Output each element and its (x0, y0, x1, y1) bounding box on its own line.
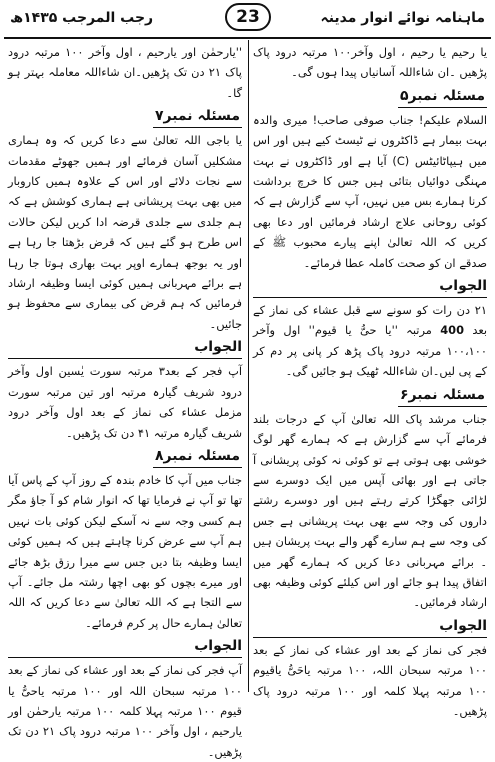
right-column (253, 42, 488, 718)
column-divider (248, 40, 249, 692)
section-heading (253, 384, 487, 407)
paragraph-text: ۲۱ دن رات کو سونے سے قبل عشاء کی نماز کے بعد (253, 303, 488, 338)
paragraph: جناب میں آپ کا خادم بندہ کے روز آپ کے پاس آیا تھا تو آپ نے فرمایا تھا کہ انوار شام کو آ جاؤ مگر ہم کسی وجہ سے نہ آسکے لیکن کوئی بات نہیں ہم آپ سے عرض کرنا چاہتے ہیں کہ ہمیں کوئی ایسا وظیفہ بتا دیں جس سے میرا رزق بڑھ جائے اور میرے بچوں کو بھی اچھا رشتہ مل جائے۔ آپ سے التجا ہے کہ اللہ تعالیٰ سے دعا کریں کہ اللہ تعالیٰ ہمارے حال پر کرم فرمائے۔ (8, 472, 242, 630)
paragraph-text: مرتبہ ''یا حیُّ یا قیوم'' اول وآخر ۱۰۰،۱۰۰ مرتبہ درود پاک پڑھ کر پانی پر دم کر کے پی لیں۔ان شاءاللہ ٹھیک ہو جائیں گی۔ (253, 323, 487, 379)
issue-date: رجب المرجب ۱۴۳۵ھ (10, 10, 154, 26)
paragraph: یا رحیم یا رحیم ، اول وآخر۱۰۰ مرتبہ درود پاک پڑھیں ۔ان شاءاللہ آسانیاں پیدا ہوں گی۔ (253, 45, 487, 80)
highlighted-number: 400 (440, 323, 464, 338)
paragraph: فجر کی نماز کے بعد اور عشاء کی نماز کے بعد ۱۰۰ مرتبہ سبحان اللہ، ۱۰۰ مرتبہ یاحَیُّ یاقیوم ۱۰۰ مرتبہ پہلا کلمہ اور ۱۰۰ مرتبہ درود پاک پڑھیں۔ (253, 642, 488, 718)
heading-label: مسئلہ نمبر۷ (153, 105, 242, 128)
paragraph: آپ فجر کی نماز کے بعد اور عشاء کی نماز کے بعد ۱۰۰ مرتبہ سبحان اللہ اور ۱۰۰ مرتبہ یاحیُّ یا قیوم ۱۰۰ مرتبہ پہلا کلمہ ۱۰۰ مرتبہ یارحمٰن اور یارحیم ، اول وآخر ۱۰۰ مرتبہ درود پاک ۲۱ دن تک پڑھیں۔ (8, 663, 242, 759)
paragraph (253, 300, 487, 382)
paragraph: السلام علیکم! جناب صوفی صاحب! میری والدہ بہت بیمار ہے ڈاکٹروں نے ٹیسٹ کیے ہیں اور اس میں ہیپاٹائیٹس (C) آیا ہے اور ڈاکٹروں نے بہت مہنگی دوائیاں بتائی ہیں جس کا خرچ برداشت کرنا ہمارے بس میں نہیں، آپ سے گزارش ہے کہ کوئی روحانی علاج ارشاد فرمائیں اور دعا بھی کریں کہ اللہ تعالیٰ اپنے پیارے محبوب ﷺ کے صدقے ان کو صحت کاملہ عطا فرمائے۔ (253, 112, 487, 270)
section-heading (253, 85, 487, 108)
section-heading (8, 445, 242, 468)
paragraph: ''یارحمٰن اور یارحیم ، اول وآخر ۱۰۰ مرتبہ درود پاک ۲۱ دن تک پڑھیں۔ان شاءاللہ معاملہ بہتر ہو گا۔ (8, 45, 242, 100)
answer-heading: الجواب (253, 275, 487, 298)
answer-heading: الجواب (253, 615, 487, 638)
paragraph: یا باجی اللہ تعالیٰ سے دعا کریں کہ وہ ہماری مشکلیں آسان فرمائے اور ہمیں جھوٹے مقدمات سے نجات دلائے اور اس کے علاوہ ہمیں کاروبار میں بھی بہت پریشانی ہے ہماری کوشش ہے کہ ہم جلدی سے جلدی قرضہ ادا کریں لیکن حالات اس طرح ہو گئے ہیں کہ قرض بڑھتا جا رہا ہے اور یہ بوجھ ہمارے اوپر بہت بھاری ہوتا جا رہا ہے برائے مہربانی ہمیں کوئی ایسا وظیفہ ارشاد فرمائیں کہ ہم قرض کی بیماری سے محفوظ ہو جائیں۔ (8, 133, 242, 331)
heading-label: مسئلہ نمبر۸ (153, 445, 242, 468)
header-rule (4, 37, 491, 39)
paragraph: جناب مرشد پاک اللہ تعالیٰ آپ کے درجات بلند فرمائے آپ سے گزارش ہے کہ ہمارے گھر لوگ خوشی بھی ہوتی ہے تو کوئی نہ کوئی پریشانی آ جاتی ہے اور بھائی آپس میں ایک دوسرے سے لڑائی جھگڑا کرتے رہتے ہیں اور دوسرے رشتے داروں کی وجہ سے بھی بہت پریشانی ہے جس کی وجہ سے ہم سارے گھر والے بہت پریشان ہیں ۔ برائے مہربانی دعا کریں کہ ہمارے گھر میں اتفاق پیدا ہو جائے اور اس کیلئے کوئی وظیفہ بھی ارشاد فرمائیں۔ (253, 411, 487, 610)
answer-heading: الجواب (8, 635, 242, 658)
page-number: 23 (225, 3, 271, 31)
left-column (8, 42, 242, 759)
heading-label: مسئلہ نمبر۶ (398, 384, 487, 407)
magazine-title: ماہنامہ نوائے انوار مدینہ (320, 10, 485, 26)
paragraph: آپ فجر کے بعد۳ مرتبہ سورت یٰسین اول وآخر درود شریف گیارہ مرتبہ اور تین مرتبہ سورت مزمل عشاء کی نماز کے بعد اول وآخر درود شریف گیارہ مرتبہ ۴۱ دن تک پڑھیں۔ (8, 364, 242, 440)
answer-heading: الجواب (8, 336, 242, 359)
section-heading (8, 105, 242, 128)
heading-label: مسئلہ نمبر۵ (398, 85, 487, 108)
